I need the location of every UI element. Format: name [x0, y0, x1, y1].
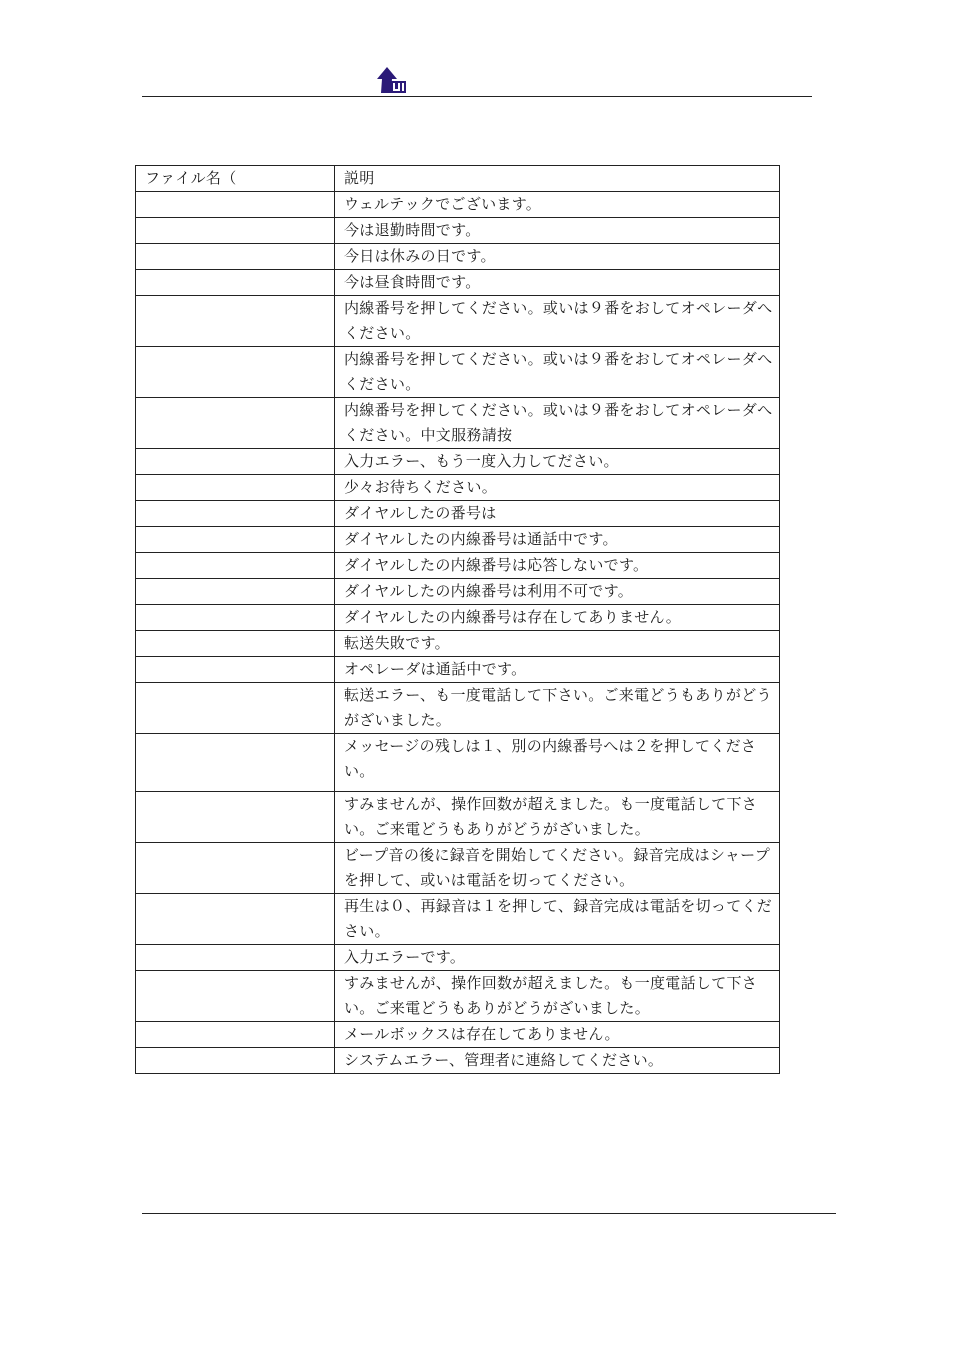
- file-name-cell: [136, 347, 335, 398]
- table-row: [136, 270, 780, 296]
- description-cell: ダイヤルしたの内線番号は応答しないです。: [335, 553, 780, 579]
- table-row: [136, 657, 780, 683]
- file-name-cell: [136, 553, 335, 579]
- table-row: [136, 218, 780, 244]
- table-row: [136, 1022, 780, 1048]
- file-name-cell: [136, 734, 335, 792]
- table-row: [136, 347, 780, 398]
- voice-message-table: [135, 165, 780, 1074]
- description-cell: ビープ音の後に録音を開始してください。録音完成はシャープを押して、或いは電話を切ってください。: [335, 843, 780, 894]
- file-name-cell: [136, 449, 335, 475]
- description-cell: 転送失敗です。: [335, 631, 780, 657]
- file-name-cell: [136, 792, 335, 843]
- description-cell: ウェルテックでございます。: [335, 192, 780, 218]
- footer-divider: [142, 1213, 836, 1214]
- description-cell: システムエラー、管理者に連絡してください。: [335, 1048, 780, 1074]
- file-name-cell: [136, 894, 335, 945]
- file-name-cell: [136, 945, 335, 971]
- file-name-cell: [136, 398, 335, 449]
- table-row: [136, 398, 780, 449]
- file-name-cell: [136, 1022, 335, 1048]
- description-cell: ダイヤルしたの番号は: [335, 501, 780, 527]
- description-cell: 今日は休みの日です。: [335, 244, 780, 270]
- file-name-cell: [136, 192, 335, 218]
- description-cell: 少々お待ちください。: [335, 475, 780, 501]
- table-row: [136, 553, 780, 579]
- table-row: [136, 1048, 780, 1074]
- description-cell: 転送エラー、も一度電話して下さい。ご来電どうもありがどうがざいました。: [335, 683, 780, 734]
- description-cell: 内線番号を押してください。或いは９番をおしてオペレーダへください。中文服務請按: [335, 398, 780, 449]
- table-row: [136, 192, 780, 218]
- file-name-cell: [136, 605, 335, 631]
- table-row: [136, 527, 780, 553]
- table-row: [136, 449, 780, 475]
- table-row: [136, 945, 780, 971]
- file-name-cell: [136, 501, 335, 527]
- company-arrow-logo-icon: [377, 67, 407, 93]
- description-cell: 内線番号を押してください。或いは９番をおしてオペレーダへください。: [335, 347, 780, 398]
- table-row: [136, 734, 780, 792]
- file-name-cell: [136, 475, 335, 501]
- header-divider: [142, 96, 812, 97]
- description-cell: 入力エラーです。: [335, 945, 780, 971]
- file-name-cell: [136, 683, 335, 734]
- table-row: [136, 792, 780, 843]
- file-name-cell: [136, 843, 335, 894]
- description-cell: メールボックスは存在してありません。: [335, 1022, 780, 1048]
- file-name-cell: [136, 244, 335, 270]
- description-cell: 今は昼食時間です。: [335, 270, 780, 296]
- table-row: [136, 475, 780, 501]
- table-row: [136, 244, 780, 270]
- table-row: [136, 579, 780, 605]
- column-header-file-name: ファイル名（: [136, 166, 335, 192]
- file-name-cell: [136, 296, 335, 347]
- file-name-cell: [136, 1048, 335, 1074]
- table-row: [136, 894, 780, 945]
- table-row: [136, 843, 780, 894]
- file-name-cell: [136, 270, 335, 296]
- description-cell: オペレーダは通話中です。: [335, 657, 780, 683]
- file-name-cell: [136, 631, 335, 657]
- file-name-cell: [136, 527, 335, 553]
- table-row: [136, 683, 780, 734]
- description-cell: 再生は０、再録音は１を押して、録音完成は電話を切ってください。: [335, 894, 780, 945]
- table-row: [136, 296, 780, 347]
- table-row: [136, 631, 780, 657]
- file-name-cell: [136, 657, 335, 683]
- file-name-cell: [136, 579, 335, 605]
- file-name-cell: [136, 971, 335, 1022]
- description-cell: 入力エラー、もう一度入力してださい。: [335, 449, 780, 475]
- table-row: [136, 971, 780, 1022]
- description-cell: ダイヤルしたの内線番号は通話中です。: [335, 527, 780, 553]
- description-cell: 今は退勤時間です。: [335, 218, 780, 244]
- description-cell: メッセージの残しは１、別の内線番号へは２を押してください。: [335, 734, 780, 792]
- table-row: [136, 605, 780, 631]
- description-cell: ダイヤルしたの内線番号は利用不可です。: [335, 579, 780, 605]
- table-header-row: [136, 166, 780, 192]
- file-name-cell: [136, 218, 335, 244]
- description-cell: すみませんが、操作回数が超えました。も一度電話して下さい。ご来電どうもありがどうがざいました。: [335, 971, 780, 1022]
- description-cell: ダイヤルしたの内線番号は存在してありません。: [335, 605, 780, 631]
- description-cell: 内線番号を押してください。或いは９番をおしてオペレーダへください。: [335, 296, 780, 347]
- table-row: [136, 501, 780, 527]
- description-cell: すみませんが、操作回数が超えました。も一度電話して下さい。ご来電どうもありがどうがざいました。: [335, 792, 780, 843]
- column-header-description: 説明: [335, 166, 780, 192]
